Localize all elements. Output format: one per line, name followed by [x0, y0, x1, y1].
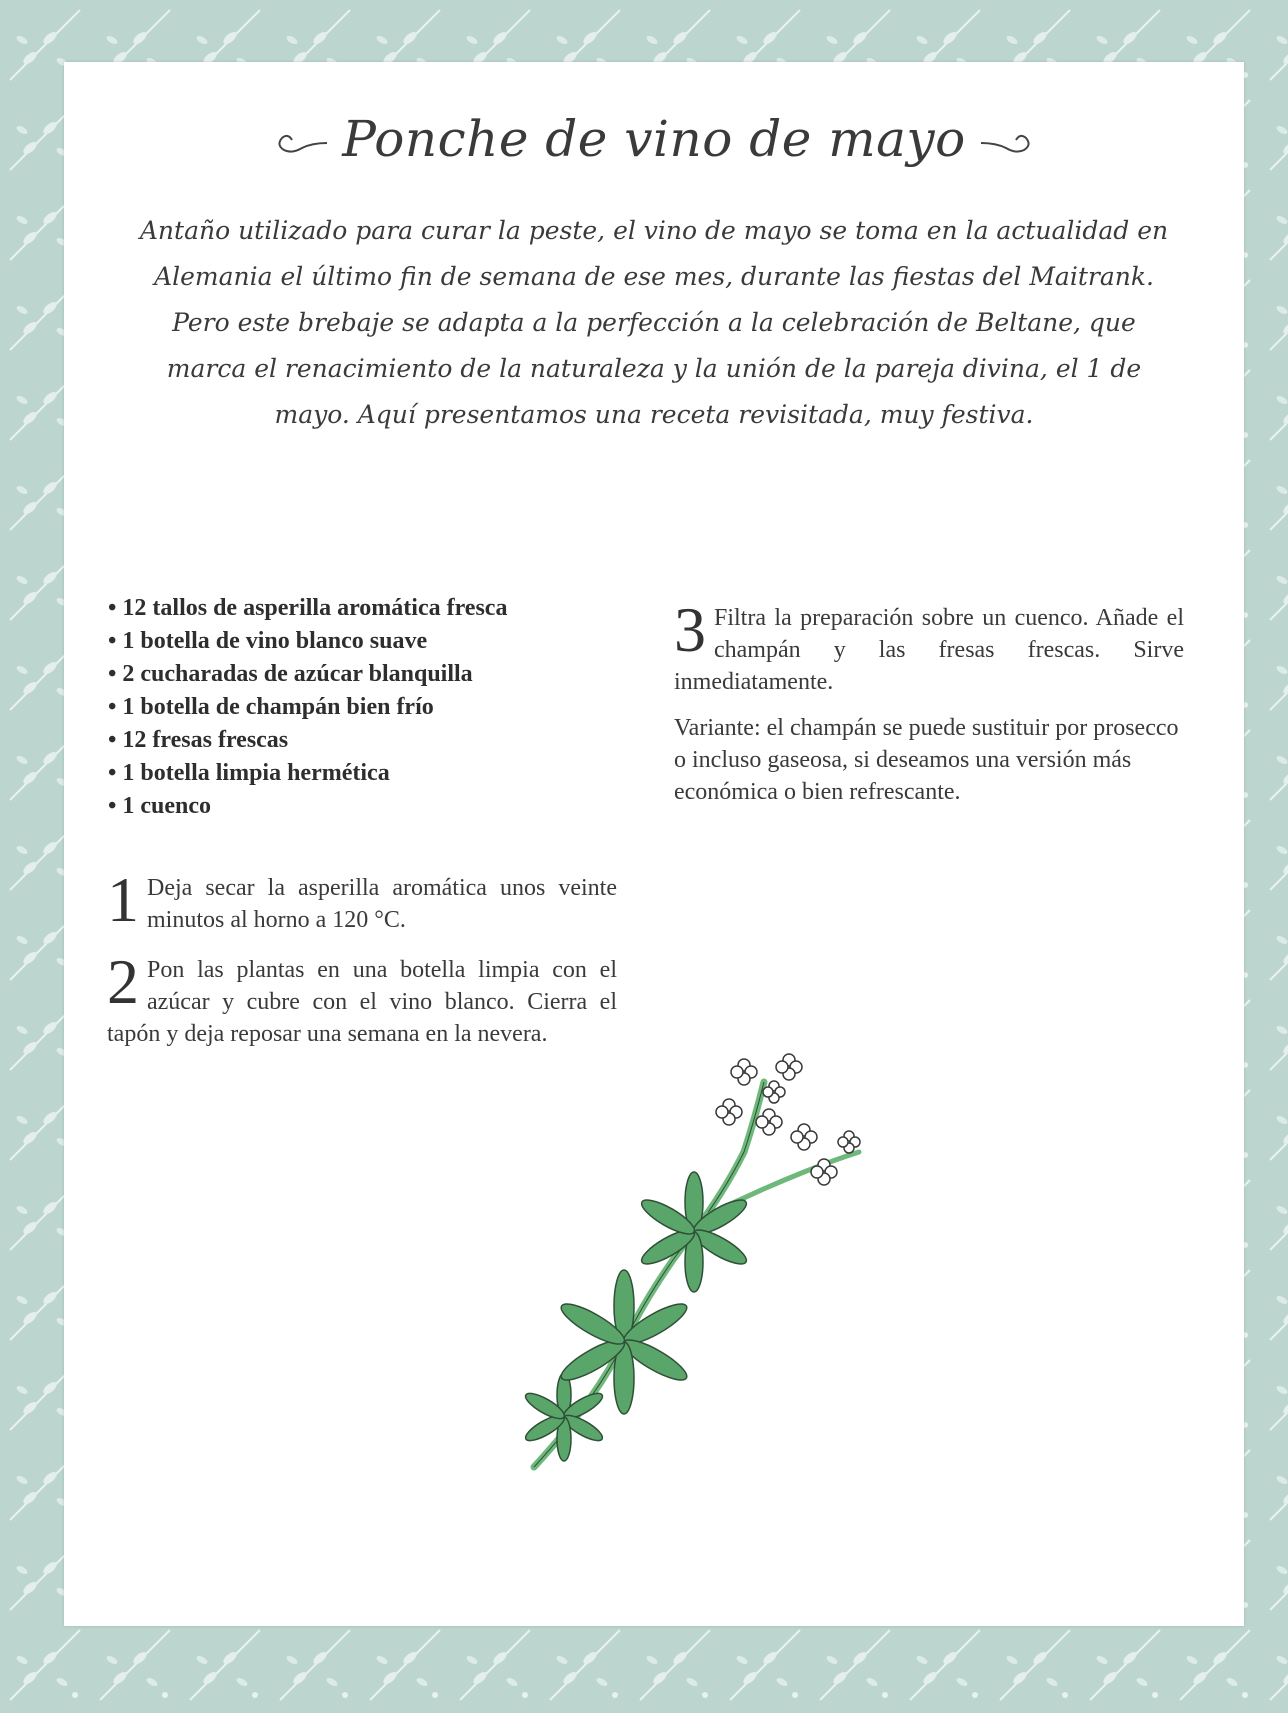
step-text: Pon las plantas en una botella limpia con el azúcar y cubre con el vino blanco. Cierra el tapón y deja reposar una semana en la nevera.: [107, 957, 617, 1047]
step-3: [674, 594, 1184, 698]
ingredient-item: • 1 botella de vino blanco suave: [108, 625, 648, 658]
ingredient-item: • 12 tallos de asperilla aromática fresca: [108, 592, 648, 625]
variant-note: Variante: el champán se puede sustituir por prosecco o incluso gaseosa, si deseamos una versión más económica o bien refrescante.: [674, 715, 1179, 805]
ingredient-item: • 2 cucharadas de azúcar blanquilla: [108, 658, 648, 691]
step-text: Deja secar la asperilla aromática unos veinte minutos al horno a 120 °C.: [147, 875, 617, 933]
ingredient-item: • 1 botella de champán bien frío: [108, 691, 648, 724]
recipe-title-row: [64, 110, 1244, 168]
right-swirl-ornament: [976, 128, 1036, 158]
ingredient-item: • 12 fresas frescas: [108, 724, 648, 757]
step-1: [107, 864, 617, 936]
step-number: 2: [107, 946, 139, 1017]
left-swirl-ornament: [272, 128, 332, 158]
woodruff-plant-illustration: [504, 1042, 884, 1502]
ingredient-item: • 1 botella limpia hermética: [108, 757, 648, 790]
recipe-title: Ponche de vino de mayo: [342, 110, 966, 168]
recipe-intro: Antaño utilizado para curar la peste, el vino de mayo se toma en la actualidad en Alemania el último fin de semana de ese mes, durante las fiestas del Maitrank. Pero este brebaje se adapta a la perfección a la celebración de Beltane, que marca el renacimiento de la naturaleza y la unión de la pareja divina, el 1 de mayo. Aquí presentamos una receta revisitada, muy festiva.: [139, 216, 1169, 429]
step-number: 3: [674, 594, 706, 665]
step-text: Filtra la preparación sobre un cuenco. Añade el champán y las fresas frescas. Sirve inmediatamente.: [674, 605, 1184, 695]
ingredients-list: [108, 592, 648, 823]
step-2: [107, 946, 617, 1050]
step-number: 1: [107, 864, 139, 935]
ingredient-item: • 1 cuenco: [108, 790, 648, 823]
recipe-page: [64, 62, 1244, 1626]
